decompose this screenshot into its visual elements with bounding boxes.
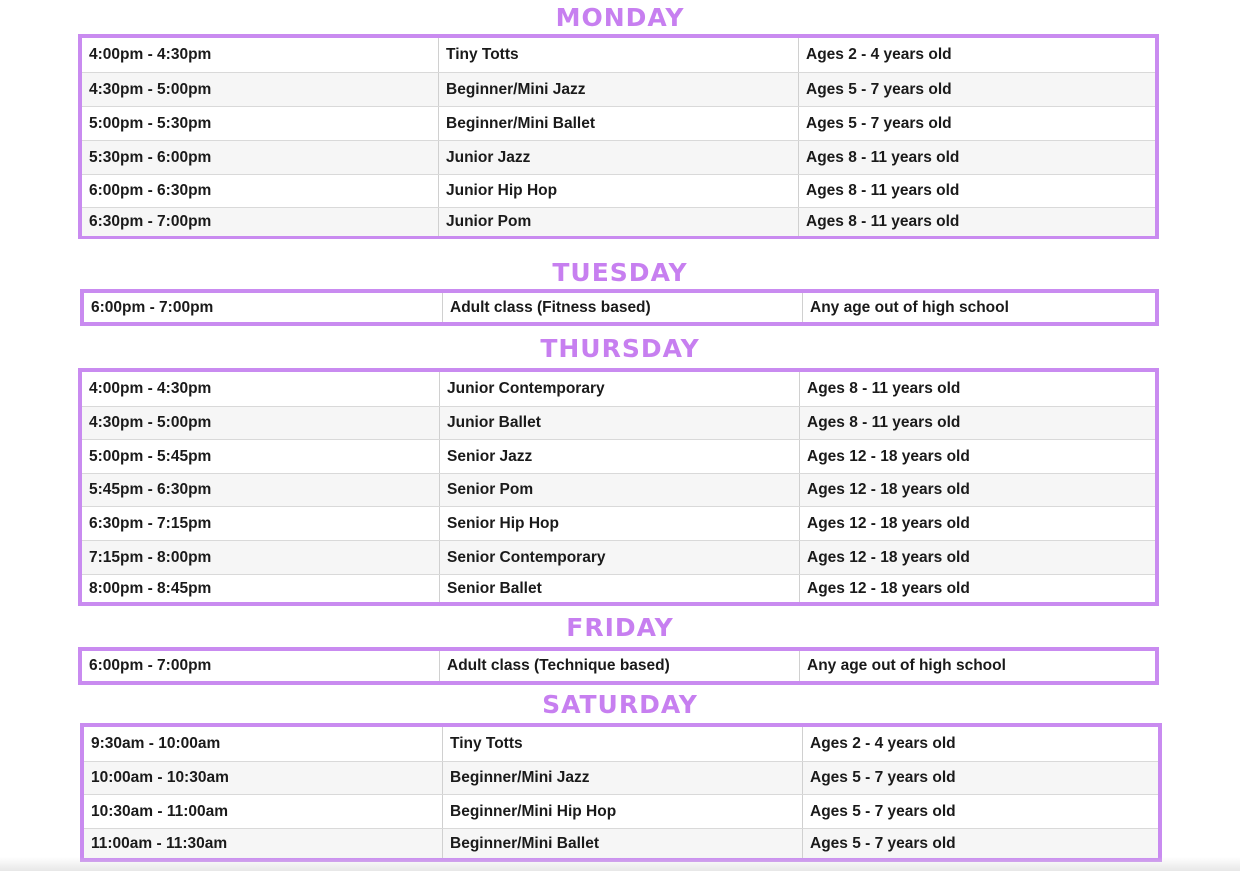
time-cell: 5:00pm - 5:30pm: [82, 107, 439, 140]
age-cell: Any age out of high school: [807, 657, 1006, 675]
class-cell: Tiny Totts: [439, 38, 799, 72]
table-row: [82, 207, 1155, 236]
day-heading-thursday: THURSDAY: [540, 334, 700, 363]
table-row: [82, 506, 1155, 540]
time-cell: 6:00pm - 7:00pm: [84, 293, 443, 322]
table-row: [82, 72, 1155, 106]
age-cell: Ages 5 - 7 years old: [810, 834, 956, 852]
day-heading-saturday: SATURDAY: [542, 690, 698, 719]
table-row: [82, 574, 1155, 602]
table-row: [82, 38, 1155, 72]
class-cell: Senior Hip Hop: [440, 507, 800, 540]
table-row: [82, 372, 1155, 406]
class-cell: Junior Pom: [439, 208, 799, 236]
age-cell: Ages 8 - 11 years old: [806, 148, 960, 166]
table-row: [82, 540, 1155, 574]
day-heading-tuesday: TUESDAY: [552, 258, 688, 287]
time-cell: 4:00pm - 4:30pm: [82, 372, 440, 406]
class-cell: Senior Pom: [440, 474, 800, 506]
class-cell: Adult class (Technique based): [440, 651, 800, 681]
time-cell: 4:30pm - 5:00pm: [82, 407, 440, 439]
table-row: [82, 473, 1155, 506]
class-cell: Junior Jazz: [439, 141, 799, 174]
age-cell: Any age out of high school: [810, 298, 1009, 316]
time-cell: 5:00pm - 5:45pm: [82, 440, 440, 473]
table-row: [84, 293, 1155, 322]
table-row: [84, 761, 1158, 794]
age-cell: Ages 12 - 18 years old: [807, 447, 970, 465]
table-row: [82, 174, 1155, 207]
class-cell: Beginner/Mini Ballet: [439, 107, 799, 140]
class-cell: Beginner/Mini Jazz: [439, 73, 799, 106]
time-cell: 10:00am - 10:30am: [84, 762, 443, 794]
age-cell: Ages 8 - 11 years old: [806, 182, 960, 200]
schedule-table-monday: [78, 34, 1159, 239]
schedule-table-thursday: [78, 368, 1159, 606]
table-row: [84, 828, 1158, 858]
table-row: [82, 106, 1155, 140]
time-cell: 6:30pm - 7:15pm: [82, 507, 440, 540]
time-cell: 8:00pm - 8:45pm: [82, 575, 440, 602]
table-row: [82, 406, 1155, 439]
class-cell: Senior Jazz: [440, 440, 800, 473]
time-cell: 5:30pm - 6:00pm: [82, 141, 439, 174]
time-cell: 6:30pm - 7:00pm: [82, 208, 439, 236]
time-cell: 9:30am - 10:00am: [84, 727, 443, 761]
table-row: [84, 794, 1158, 828]
table-row: [82, 140, 1155, 174]
age-cell: Ages 2 - 4 years old: [810, 735, 956, 753]
age-cell: Ages 12 - 18 years old: [807, 514, 970, 532]
time-cell: 5:45pm - 6:30pm: [82, 474, 440, 506]
class-cell: Adult class (Fitness based): [443, 293, 803, 322]
age-cell: Ages 12 - 18 years old: [807, 548, 970, 566]
table-row: [82, 439, 1155, 473]
class-cell: Tiny Totts: [443, 727, 803, 761]
class-cell: Junior Ballet: [440, 407, 800, 439]
schedule-table-saturday: [80, 723, 1162, 862]
class-cell: Beginner/Mini Ballet: [443, 829, 803, 858]
schedule-table-friday: [78, 647, 1159, 685]
bottom-shadow: [0, 857, 1240, 871]
age-cell: Ages 5 - 7 years old: [810, 769, 956, 787]
age-cell: Ages 5 - 7 years old: [806, 114, 952, 132]
class-cell: Senior Ballet: [440, 575, 800, 602]
age-cell: Ages 8 - 11 years old: [807, 380, 961, 398]
age-cell: Ages 12 - 18 years old: [807, 481, 970, 499]
class-cell: Beginner/Mini Jazz: [443, 762, 803, 794]
age-cell: Ages 2 - 4 years old: [806, 46, 952, 64]
age-cell: Ages 12 - 18 years old: [807, 579, 970, 597]
class-cell: Junior Contemporary: [440, 372, 800, 406]
table-row: [82, 651, 1155, 681]
time-cell: 6:00pm - 6:30pm: [82, 175, 439, 207]
schedule-table-tuesday: [80, 289, 1159, 326]
age-cell: Ages 5 - 7 years old: [810, 802, 956, 820]
time-cell: 10:30am - 11:00am: [84, 795, 443, 828]
time-cell: 7:15pm - 8:00pm: [82, 541, 440, 574]
day-heading-friday: FRIDAY: [566, 613, 674, 642]
class-cell: Junior Hip Hop: [439, 175, 799, 207]
class-cell: Senior Contemporary: [440, 541, 800, 574]
table-row: [84, 727, 1158, 761]
age-cell: Ages 8 - 11 years old: [807, 414, 961, 432]
class-cell: Beginner/Mini Hip Hop: [443, 795, 803, 828]
time-cell: 4:00pm - 4:30pm: [82, 38, 439, 72]
age-cell: Ages 8 - 11 years old: [806, 213, 960, 231]
day-heading-monday: MONDAY: [555, 3, 685, 32]
time-cell: 4:30pm - 5:00pm: [82, 73, 439, 106]
age-cell: Ages 5 - 7 years old: [806, 80, 952, 98]
time-cell: 11:00am - 11:30am: [84, 829, 443, 858]
time-cell: 6:00pm - 7:00pm: [82, 651, 440, 681]
